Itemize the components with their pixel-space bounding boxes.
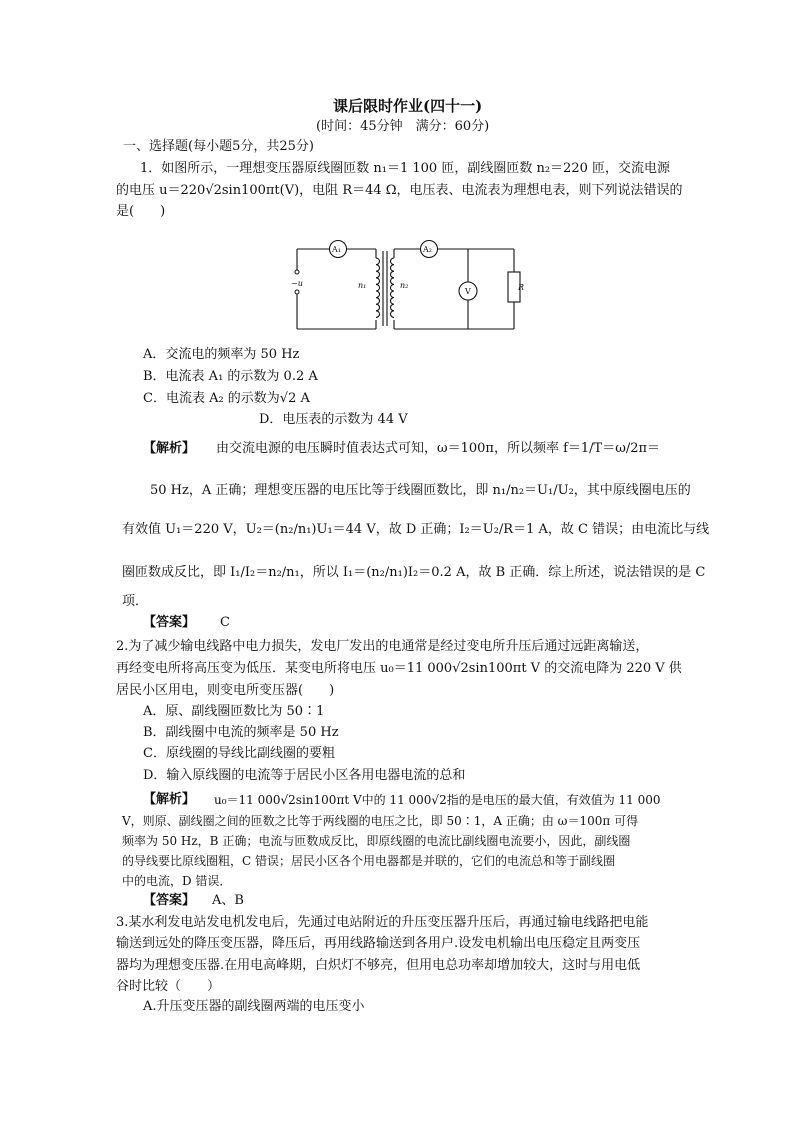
- a1-label: A₁: [332, 245, 341, 254]
- q1-option-b: B．电流表 A₁ 的示数为 0.2 A: [143, 369, 318, 384]
- circuit-diagram: [286, 236, 526, 332]
- q1-analysis-line4: 圈匝数成反比，即 I₁/I₂＝n₂/n₁，所以 I₁＝(n₂/n₁)I₂＝0.2 A，故 B 正确．综上所述，说法错误的是 C: [122, 565, 706, 580]
- r-label: R: [517, 283, 524, 292]
- q2-analysis-line2: V，则原、副线圈之间的匝数之比等于两线圈的电压之比，即 50∶1，A 正确；由 ω＝100π 可得: [122, 814, 639, 828]
- q3-option-a: A.升压变压器的副线圈两端的电压变小: [143, 999, 365, 1014]
- a2-label: A₂: [423, 245, 432, 254]
- q2-analysis-line4: 的导线要比原线圈粗，C 错误；居民小区各个用电器都是并联的，它们的电流总和等于副线圈: [122, 854, 615, 868]
- q1-analysis-line3: 有效值 U₁＝220 V，U₂＝(n₂/n₁)U₁＝44 V，故 D 正确；I₂＝U₂/R＝1 A，故 C 错误；由电流比与线: [122, 522, 710, 537]
- q2-line2: 再经变电所将高压变为低压．某变电所将电压 u₀＝11 000√2sin100πt V 的交流电降为 220 V 供: [116, 661, 682, 676]
- q2-analysis-line1: u₀＝11 000√2sin100πt V中的 11 000√2指的是电压的最大值，有效值为 11 000: [214, 793, 661, 807]
- q1-option-a: A．交流电的频率为 50 Hz: [143, 347, 300, 362]
- q2-option-c: C．原线圈的导线比副线圈的要粗: [143, 746, 335, 761]
- q2-analysis-line3: 频率为 50 Hz，B 正确；电流与匝数成反比，即原线圈的电流比副线圈电流要小，因此，副线圈: [122, 834, 631, 848]
- q2-answer-tag: 【答案】: [143, 893, 196, 908]
- q1-line3: 是( ): [116, 204, 166, 219]
- q1-line2: 的电压 u＝220√2sin100πt(V)，电阻 R＝44 Ω，电压表、电流表为理想电表，则下列说法错误的: [116, 183, 683, 198]
- q3-line2: 输送到远处的降压变压器，降压后，再用线路输送到各用户.设发电机输出电压稳定且两变压: [116, 936, 641, 951]
- q1-analysis-line5: 项．: [122, 594, 149, 609]
- q2-analysis-tag: 【解析】: [143, 792, 196, 807]
- n2-label: n₂: [400, 281, 409, 290]
- source-label: ~u: [291, 279, 303, 288]
- q1-option-d: D．电压表的示数为 44 V: [259, 412, 408, 427]
- q1-analysis-line2: 50 Hz，A 正确；理想变压器的电压比等于线圈匝数比，即 n₁/n₂＝U₁/U₂，其中原线圈电压的: [150, 483, 691, 498]
- q3-line1: 3.某水利发电站发电机发电后，先通过电站附近的升压变压器升压后，再通过输电线路把电能: [116, 915, 649, 930]
- primary-coil: [376, 258, 380, 317]
- page-subtitle: (时间：45分钟 满分：60分): [316, 119, 490, 134]
- section-heading: 一、选择题(每小题5分，共25分): [123, 139, 314, 154]
- q3-line3: 器均为理想变压器.在用电高峰期，白炽灯不够亮，但用电总功率却增加较大，这时与用电低: [116, 958, 641, 973]
- q2-analysis-line5: 中的电流，D 错误．: [122, 874, 232, 888]
- secondary-coil: [391, 258, 395, 317]
- q1-option-c: C．电流表 A₂ 的示数为√2 A: [143, 391, 310, 406]
- n1-label: n₁: [358, 281, 367, 290]
- q2-line3: 居民小区用电，则变电所变压器( ): [116, 683, 335, 698]
- q2-answer-value: A、B: [212, 893, 244, 908]
- q1-answer-value: C: [220, 615, 230, 630]
- page-title: 课后限时作业(四十一): [333, 97, 483, 115]
- q2-option-b: B．副线圈中电流的频率是 50 Hz: [143, 725, 339, 740]
- q2-option-a: A．原、副线圈匝数比为 50∶1: [143, 704, 325, 719]
- v-label: V: [465, 287, 471, 296]
- q1-line1: 1．如图所示，一理想变压器原线圈匝数 n₁＝1 100 匝，副线圈匝数 n₂＝220 匝，交流电源: [140, 161, 670, 176]
- q3-line4: 谷时比较（ ）: [116, 979, 221, 994]
- q1-analysis-line1: 由交流电源的电压瞬时值表达式可知，ω＝100π，所以频率 f＝1/T＝ω/2π＝: [216, 441, 661, 456]
- q2-line1: 2.为了减少输电线路中电力损失，发电厂发出的电通常是经过变电所升压后通过远距离输送，: [116, 639, 649, 654]
- q1-answer-tag: 【答案】: [143, 615, 196, 630]
- q2-option-d: D．输入原线圈的电流等于居民小区各用电器电流的总和: [143, 768, 466, 783]
- q1-analysis-tag: 【解析】: [143, 441, 196, 456]
